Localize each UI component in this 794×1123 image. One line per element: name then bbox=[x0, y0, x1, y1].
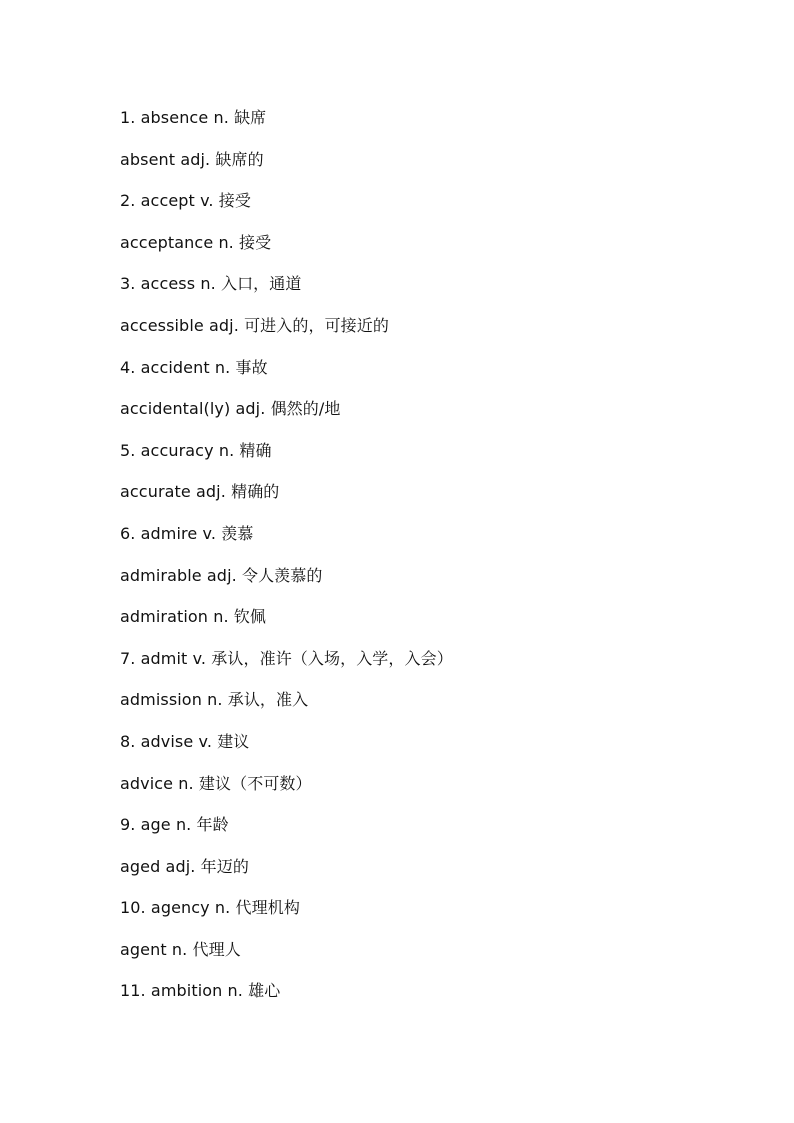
vocab-line: 11. ambition n. 雄心 bbox=[120, 981, 281, 1001]
vocab-line: 10. agency n. 代理机构 bbox=[120, 898, 300, 918]
vocab-line: acceptance n. 接受 bbox=[120, 232, 272, 252]
vocab-line: absent adj. 缺席的 bbox=[120, 149, 264, 169]
vocab-line: accurate adj. 精确的 bbox=[120, 482, 280, 502]
vocab-line: 1. absence n. 缺席 bbox=[120, 108, 267, 127]
vocab-line: 3. access n. 入口，通道 bbox=[120, 274, 302, 294]
vocab-line: 2. accept v. 接受 bbox=[120, 191, 252, 211]
vocab-line: admission n. 承认，准入 bbox=[120, 690, 309, 710]
vocab-line: accessible adj. 可进入的，可接近的 bbox=[120, 315, 389, 335]
vocab-line: 6. admire v. 羡慕 bbox=[120, 523, 254, 543]
vocab-line: advice n. 建议（不可数） bbox=[120, 773, 312, 793]
vocab-line: 8. advise v. 建议 bbox=[120, 731, 250, 751]
vocab-line: admiration n. 钦佩 bbox=[120, 607, 267, 627]
vocab-line: accidental(ly) adj. 偶然的/地 bbox=[120, 399, 341, 419]
vocabulary-list bbox=[120, 106, 453, 1021]
vocab-line: admirable adj. 令人羡慕的 bbox=[120, 565, 323, 585]
vocab-line: aged adj. 年迈的 bbox=[120, 856, 249, 876]
vocab-line: 4. accident n. 事故 bbox=[120, 357, 268, 377]
vocab-line: 5. accuracy n. 精确 bbox=[120, 440, 272, 460]
vocab-line: 9. age n. 年龄 bbox=[120, 815, 229, 835]
vocab-line: agent n. 代理人 bbox=[120, 939, 241, 959]
vocab-line: 7. admit v. 承认，准许（入场，入学，入会） bbox=[120, 648, 453, 668]
